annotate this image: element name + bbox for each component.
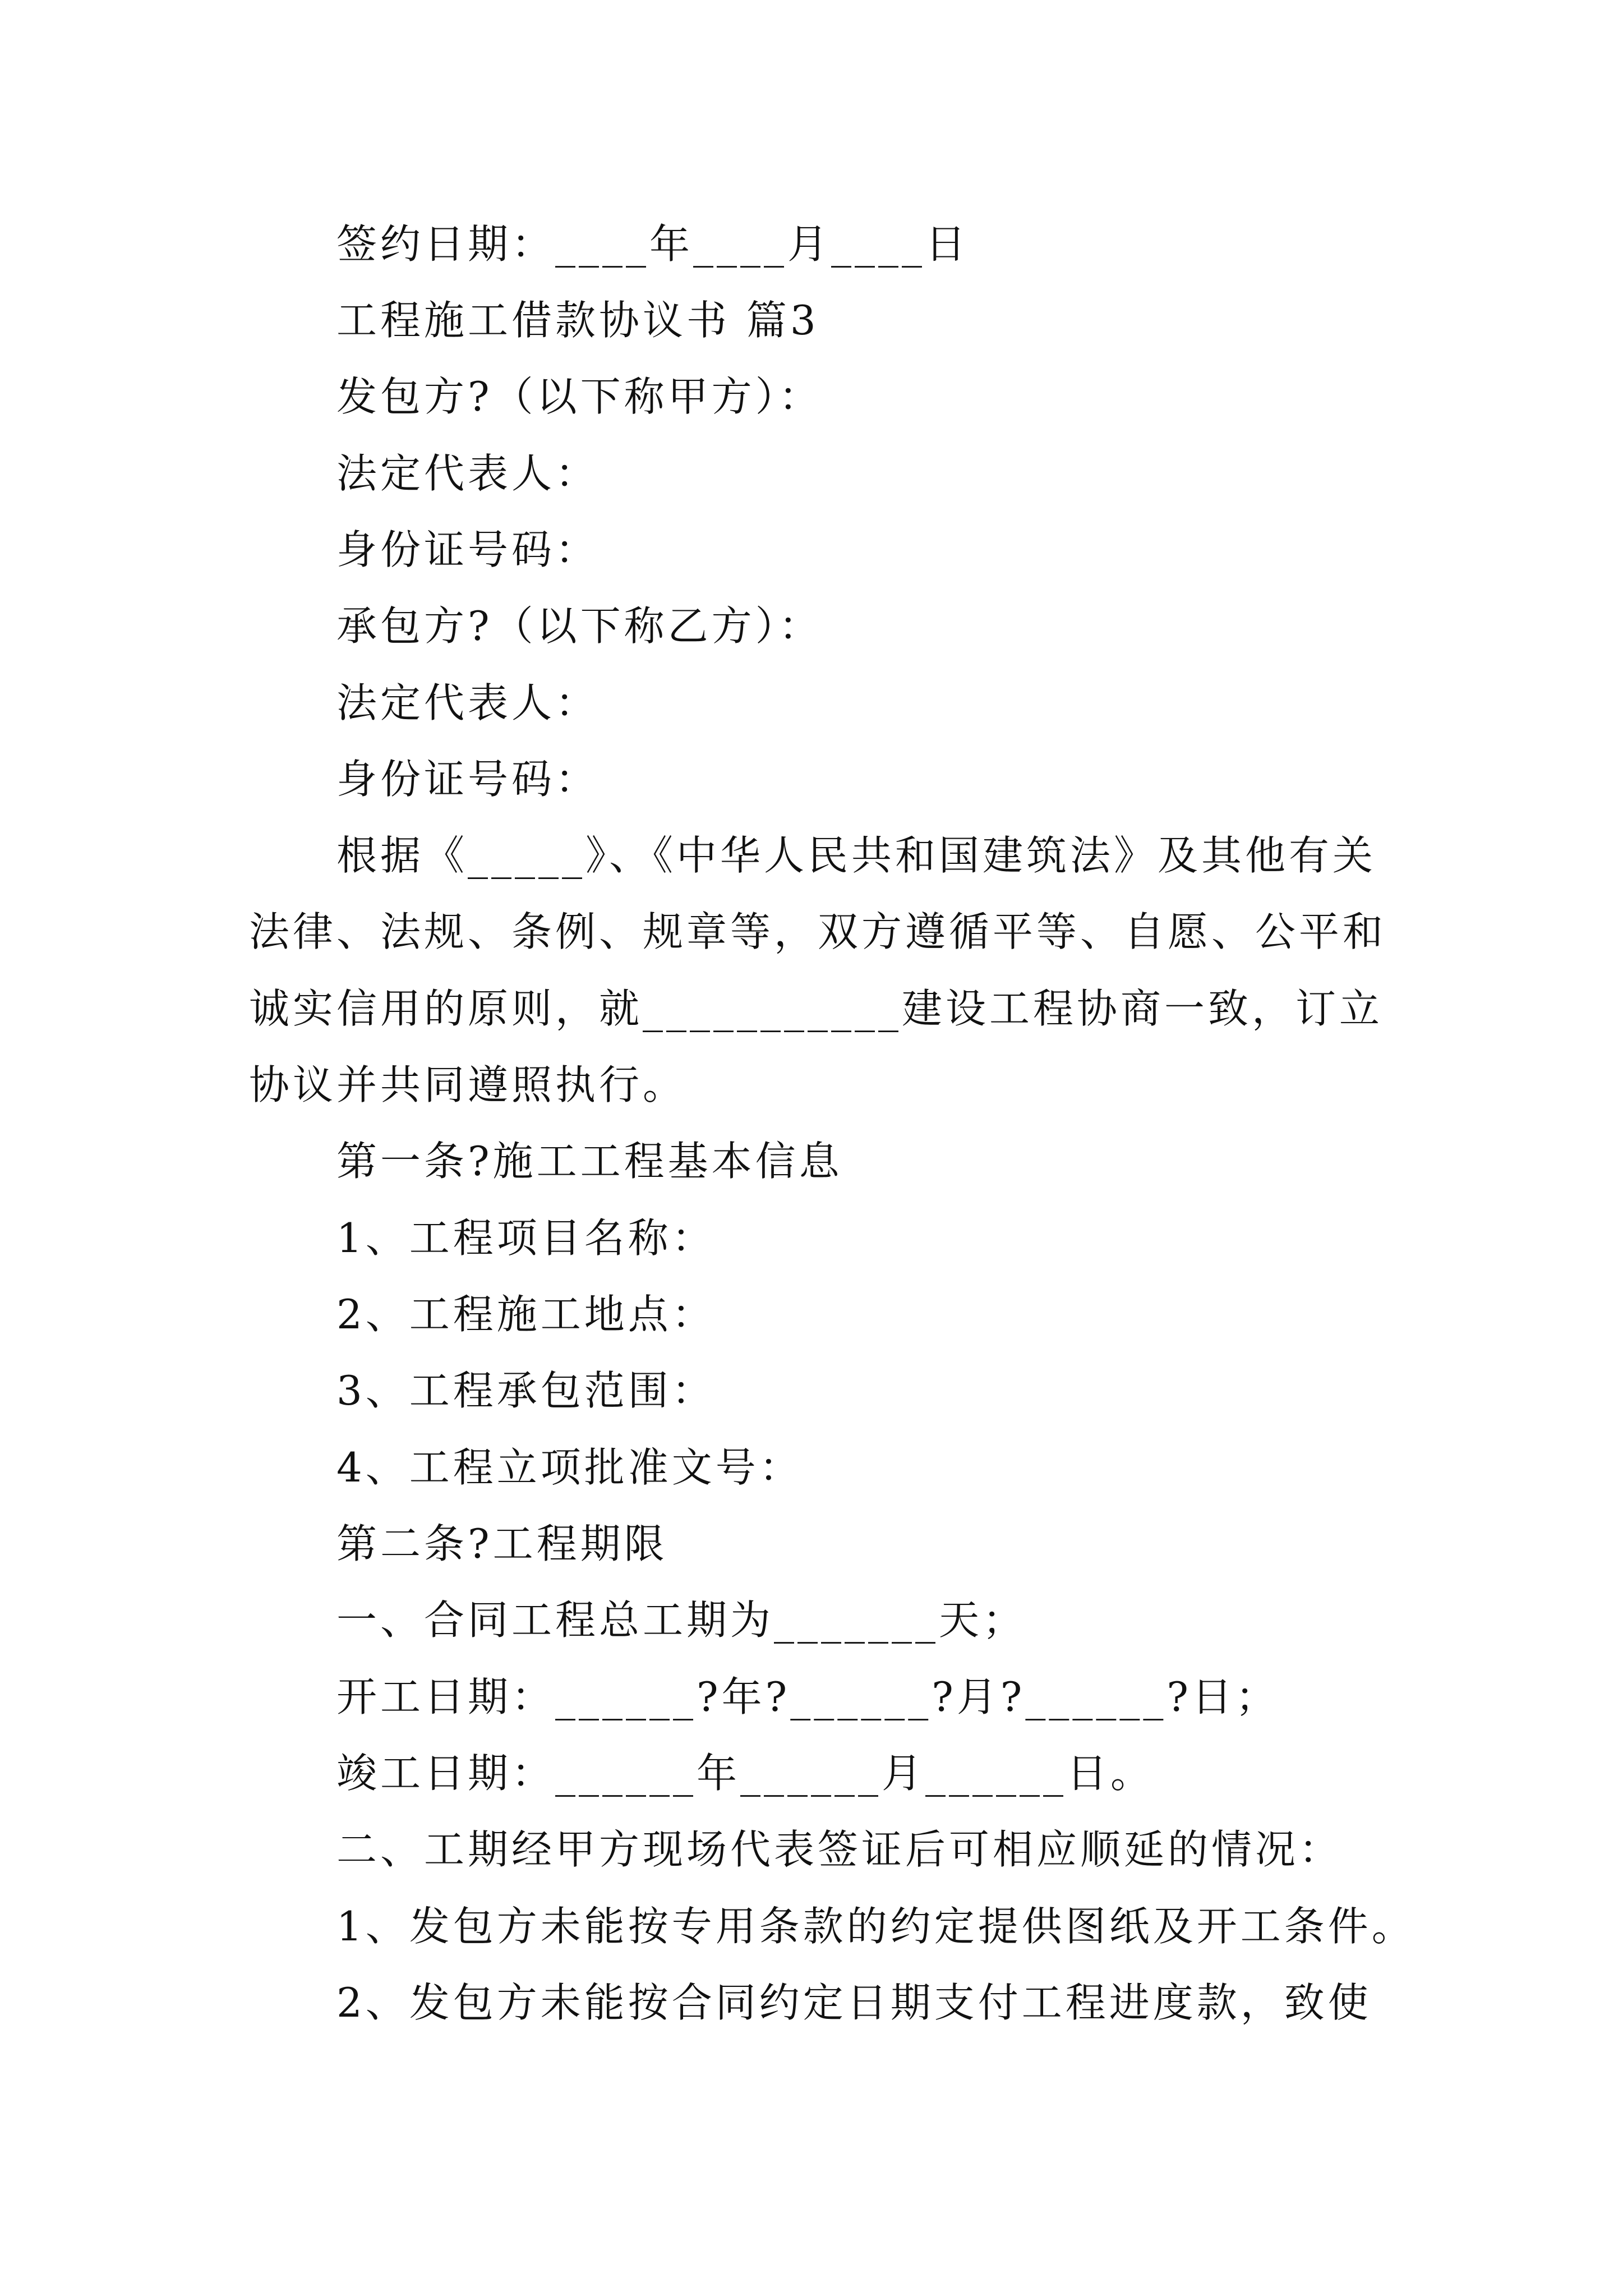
preamble-line-4: 协议并共同遵照执行。 bbox=[249, 1061, 687, 1108]
project-approval-line: 4、工程立项批准文号： bbox=[336, 1444, 803, 1491]
preamble-line-3: 诚实信用的原则，就___________建设工程协商一致，订立 bbox=[249, 985, 1384, 1032]
extension-item-1: 1、发包方未能按专用条款的约定提供图纸及开工条件。 bbox=[336, 1903, 1415, 1950]
party-b-line: 承包方?（以下称乙方）： bbox=[336, 602, 823, 650]
section-title: 工程施工借款协议书 篇3 bbox=[336, 297, 819, 344]
total-duration-line: 一、合同工程总工期为_______天； bbox=[336, 1596, 1027, 1644]
project-scope-line: 3、工程承包范围： bbox=[336, 1367, 716, 1414]
start-date-line: 开工日期：______?年?______?月?______?日； bbox=[336, 1673, 1280, 1720]
preamble-line-2: 法律、法规、条例、规章等，双方遵循平等、自愿、公平和 bbox=[249, 908, 1387, 955]
extension-item-2: 2、发包方未能按合同约定日期支付工程进度款，致使 bbox=[336, 1979, 1372, 2026]
project-name-line: 1、工程项目名称： bbox=[336, 1214, 716, 1262]
preamble-line-1: 根据《_____》、《中华人民共和国建筑法》及其他有关 bbox=[336, 832, 1377, 879]
party-a-line: 发包方?（以下称甲方）： bbox=[336, 373, 823, 420]
signing-date-line: 签约日期：____年____月____日 bbox=[336, 220, 970, 268]
article-two-heading: 第二条?工程期限 bbox=[336, 1520, 668, 1567]
party-a-id-number: 身份证号码： bbox=[336, 526, 600, 573]
party-b-representative: 法定代表人： bbox=[336, 679, 600, 726]
extension-conditions-line: 二、工期经甲方现场代表签证后可相应顺延的情况： bbox=[336, 1826, 1343, 1873]
project-location-line: 2、工程施工地点： bbox=[336, 1291, 716, 1338]
party-a-representative: 法定代表人： bbox=[336, 450, 600, 497]
party-b-id-number: 身份证号码： bbox=[336, 756, 600, 803]
completion-date-line: 竣工日期：______年______月______日。 bbox=[336, 1750, 1155, 1797]
article-one-heading: 第一条?施工工程基本信息 bbox=[336, 1138, 843, 1185]
